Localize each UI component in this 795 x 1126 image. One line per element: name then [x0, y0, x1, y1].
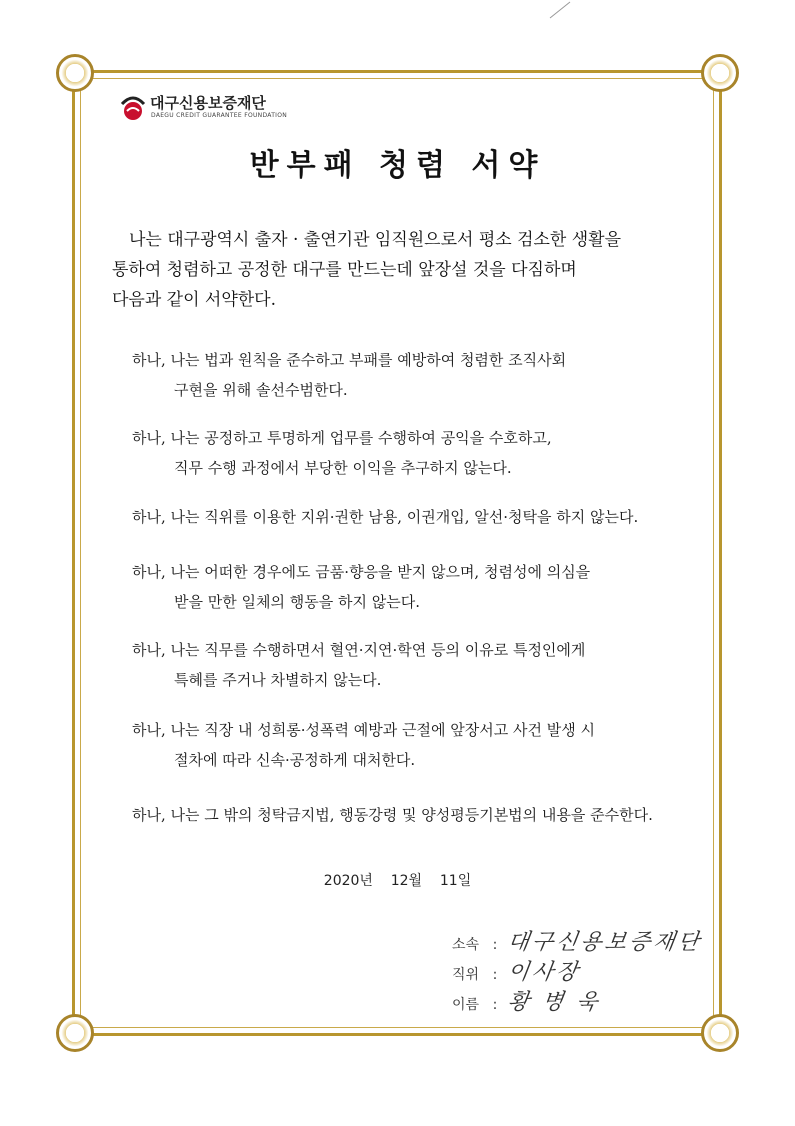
signature-name: 이름 : 황 병 욱: [452, 985, 601, 1016]
intro-line: 통하여 청렴하고 공정한 대구를 만드는데 앞장설 것을 다짐하며: [112, 260, 577, 280]
pledge-item: [132, 557, 692, 617]
pledge-line: 받을 만한 일체의 행동을 하지 않는다.: [174, 593, 420, 611]
pledge-line: 직무 수행 과정에서 부당한 이익을 추구하지 않는다.: [174, 459, 512, 477]
document-title: 반부패 청렴 서약: [249, 148, 546, 183]
signature-position: 직위 : 이사장: [452, 955, 581, 986]
scan-mark: [540, 0, 580, 20]
pledge-item: [132, 715, 692, 775]
pledge-item: [132, 423, 692, 483]
pledge-date: 2020년 12월 11일: [323, 873, 472, 889]
logo-emblem-icon: [118, 92, 148, 122]
pledge-line: 하나, 나는 어떠한 경우에도 금품·향응을 받지 않으며, 청렴성에 의심을: [132, 563, 591, 581]
pledge-line: 절차에 따라 신속·공정하게 대처한다.: [174, 751, 416, 769]
pledge-line: 하나, 나는 공정하고 투명하게 업무를 수행하여 공익을 수호하고,: [132, 429, 552, 447]
pledge-line: 하나, 나는 법과 원칙을 준수하고 부패를 예방하여 청렴한 조직사회: [132, 351, 567, 369]
pledge-line: 하나, 나는 직장 내 성희롱·성폭력 예방과 근절에 앞장서고 사건 발생 시: [132, 721, 595, 739]
logo-name-korean: 대구신용보증재단: [150, 94, 266, 112]
intro-paragraph: [112, 225, 692, 315]
pledge-item: [132, 502, 692, 532]
signature-affiliation: 소속 : 대구신용보증재단: [452, 925, 702, 956]
name-handwriting: 황 병 욱: [506, 990, 603, 1015]
affiliation-handwriting: 대구신용보증재단: [506, 930, 704, 955]
frame-corner-ornament: [701, 54, 739, 92]
name-label: 이름: [452, 997, 480, 1013]
position-handwriting: 이사장: [506, 960, 583, 985]
frame-corner-ornament: [56, 54, 94, 92]
pledge-line: 하나, 나는 직위를 이용한 지위·권한 남용, 이권개입, 알선·청탁을 하지 않는다.: [132, 508, 639, 526]
affiliation-label: 소속: [452, 937, 480, 953]
pledge-line: 특혜를 주거나 차별하지 않는다.: [174, 671, 382, 689]
pledge-line: 구현을 위해 솔선수범한다.: [174, 381, 348, 399]
intro-line: 다음과 같이 서약한다.: [112, 290, 277, 310]
intro-line: 나는 대구광역시 출자 · 출연기관 임직원으로서 평소 검소한 생활을: [129, 230, 622, 250]
pledge-line: 하나, 나는 그 밖의 청탁금지법, 행동강령 및 양성평등기본법의 내용을 준수한다.: [132, 806, 653, 824]
pledge-item: [132, 800, 692, 830]
position-label: 직위: [452, 967, 480, 983]
logo-name-english: DAEGU CREDIT GUARANTEE FOUNDATION: [151, 112, 288, 119]
frame-corner-ornament: [56, 1014, 94, 1052]
pledge-line: 하나, 나는 직무를 수행하면서 혈연·지연·학연 등의 이유로 특정인에게: [132, 641, 586, 659]
pledge-item: [132, 635, 692, 695]
frame-corner-ornament: [701, 1014, 739, 1052]
pledge-item: [132, 345, 692, 405]
